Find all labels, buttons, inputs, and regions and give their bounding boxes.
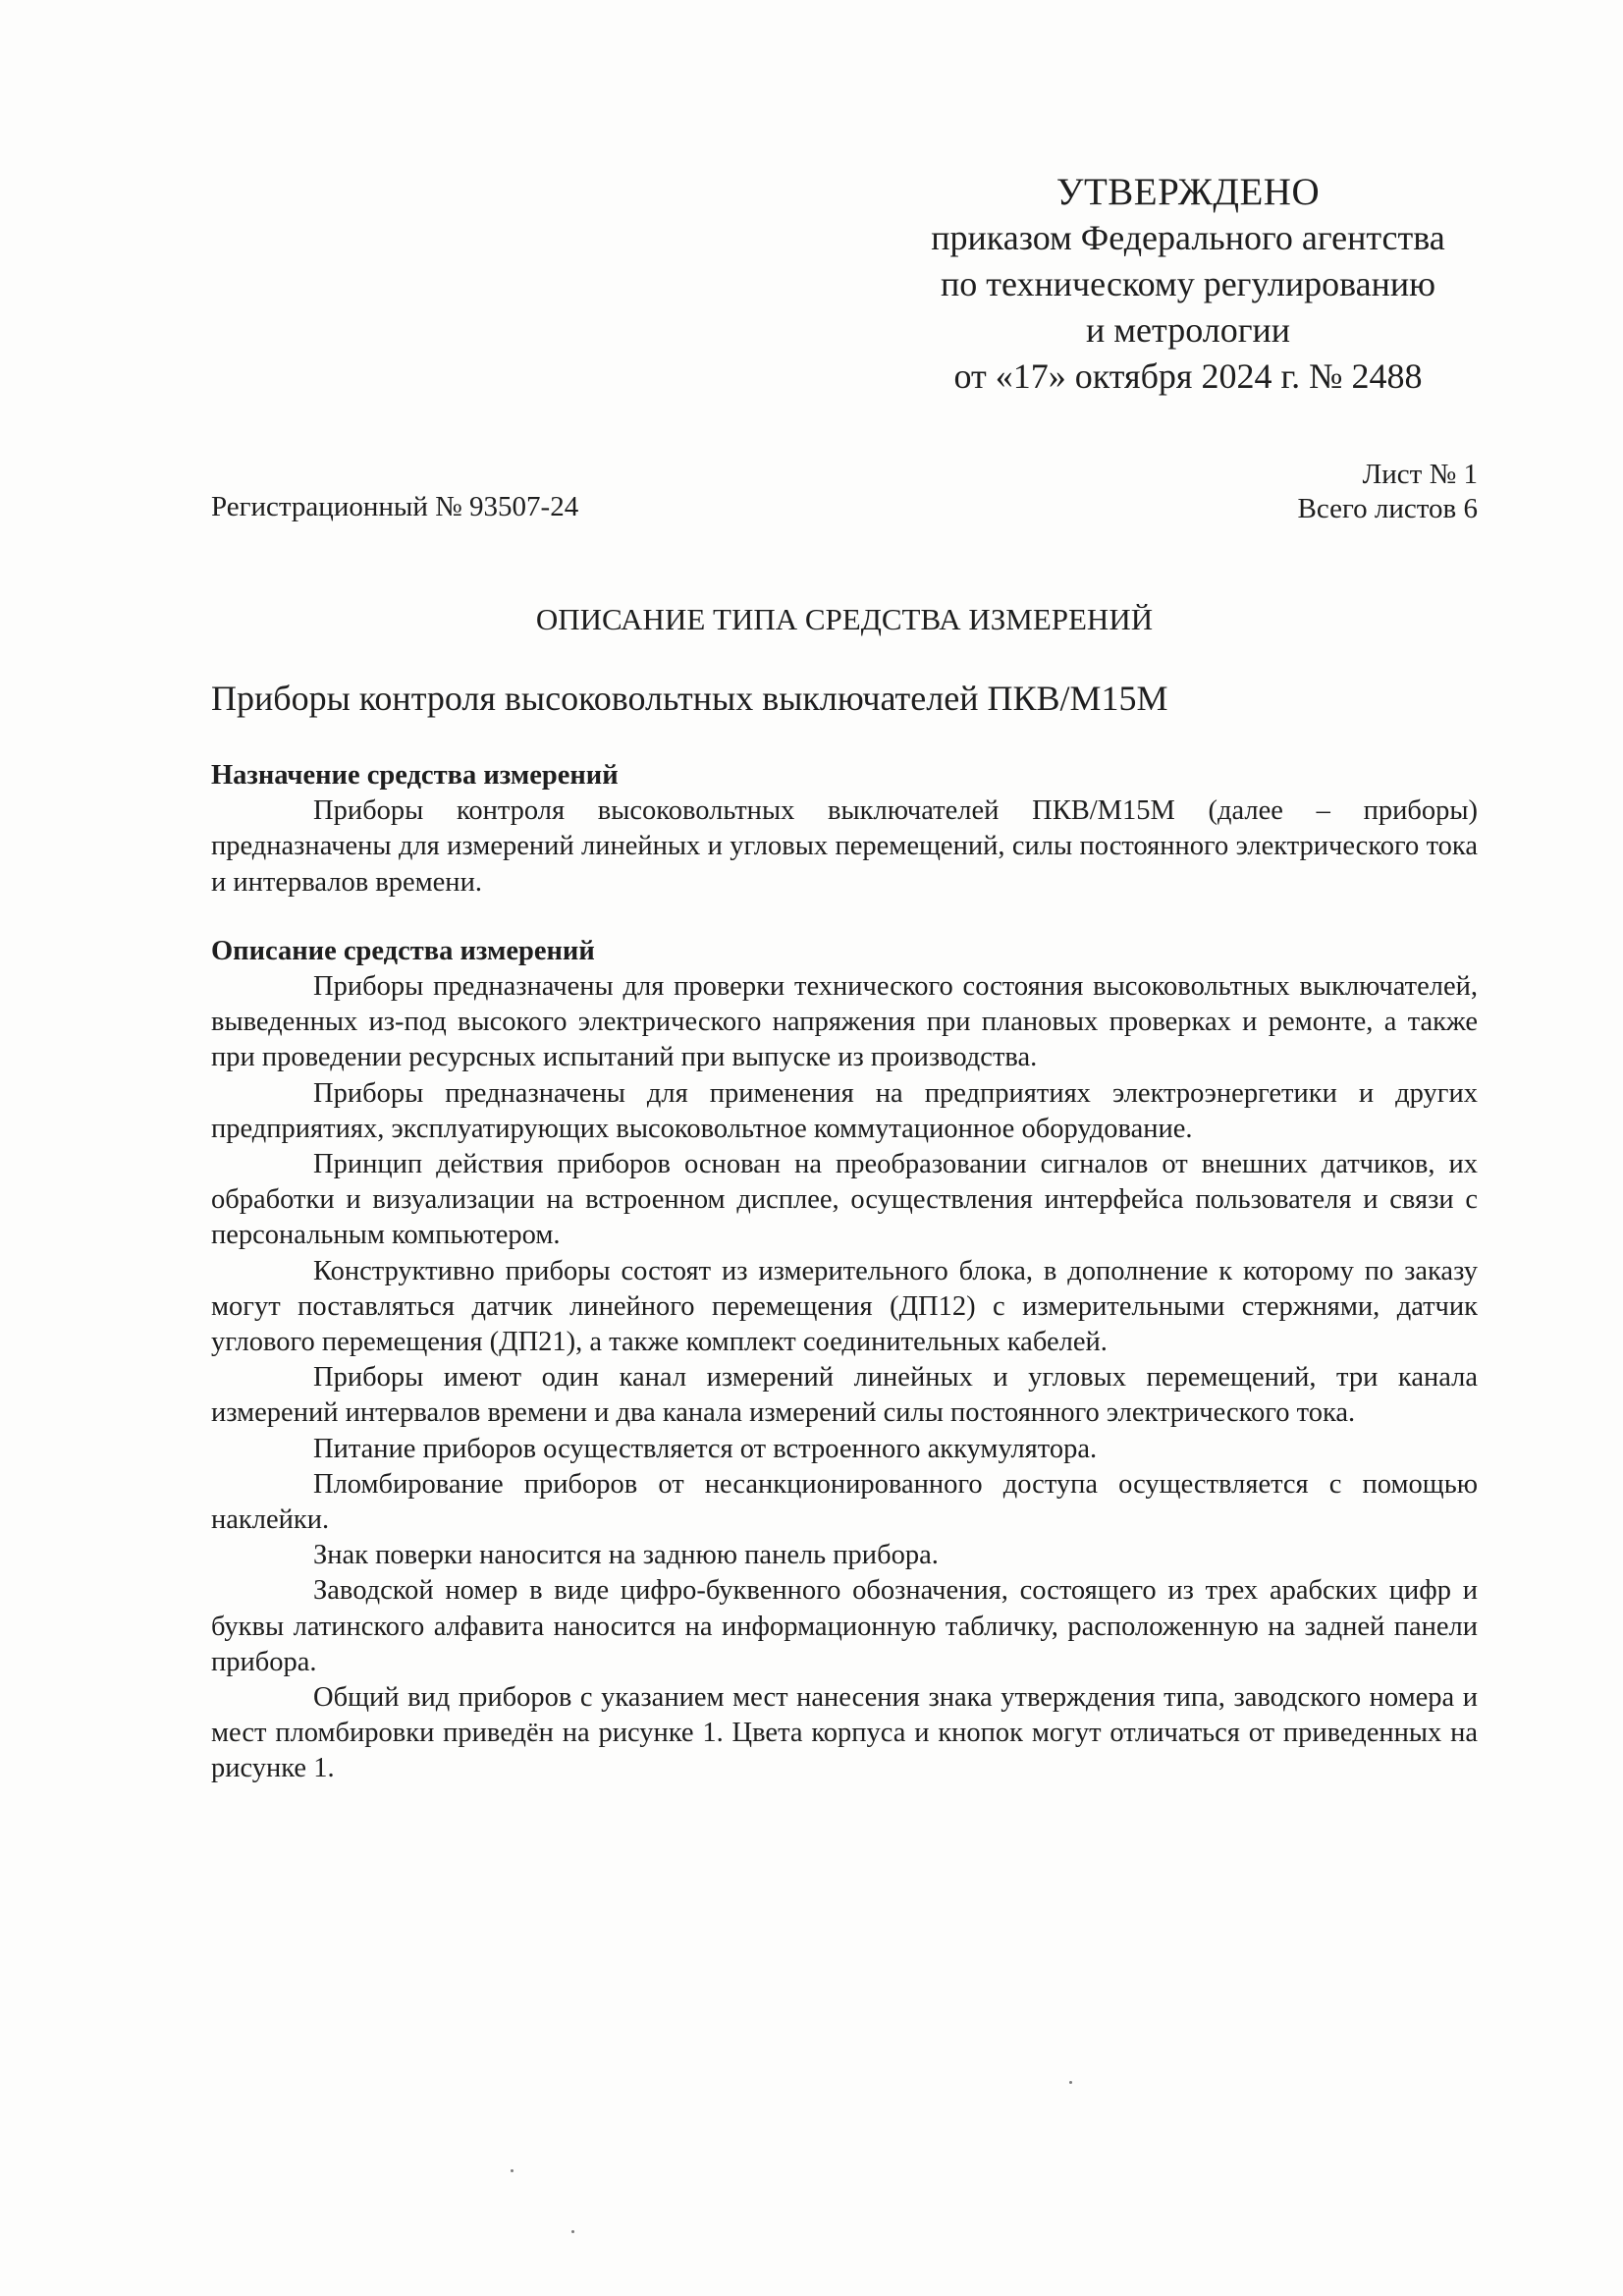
document-type-heading: ОПИСАНИЕ ТИПА СРЕДСТВА ИЗМЕРЕНИЙ [535,602,1154,636]
paragraph: Конструктивно приборы состоят из измерительного блока, в дополнение к которому по заказу могут поставляться датчик линейного перемещения (ДП12) с измерительными стержнями, датчик углового перемещения (ДП21), а также комплект соединительных кабелей. [211,1255,1478,1358]
paragraph: Заводской номер в виде цифро-буквенного обозначения, состоящего из трех арабских цифр и буквы латинского алфавита наносится на информационную табличку, расположенную на задней панели прибора. [211,1575,1478,1677]
sheet-number: Лист № 1 [1362,459,1478,490]
approval-line: приказом Федерального агентства [931,218,1445,257]
paragraph: Пломбирование приборов от несанкционированного доступа осуществляется с помощью наклейки. [211,1468,1478,1536]
paragraph: Приборы предназначены для проверки технического состояния высоковольтных выключателей, выведенных из-под высокого электрического напряжения при плановых проверках и ремонте, а также при проведении ресурсных испытаний при выпуске из производства. [211,971,1478,1073]
approval-line: и метрологии [1086,310,1290,350]
registration-row [211,458,1478,536]
registration-number: Регистрационный № 93507-24 [211,491,579,522]
paragraph: Знак поверки наносится на заднюю панель прибора. [313,1540,939,1571]
approval-title: УТВЕРЖДЕНО [1055,171,1321,213]
scan-speck [1069,2081,1072,2084]
total-sheets: Всего листов 6 [1297,493,1478,524]
device-title: Приборы контроля высоковольтных выключателей ПКВ/М15М [211,679,1168,718]
document-body [211,758,1478,1787]
paragraph: Приборы имеют один канал измерений линейных и угловых перемещений, три канала измерений интервалов времени и два канала измерений силы постоянного электрического тока. [211,1362,1478,1429]
section-heading-purpose: Назначение средства измерений [211,760,619,791]
section-gap [211,901,1478,934]
paragraph: Приборы контроля высоковольтных выключателей ПКВ/М15М (далее – приборы) предназначены для измерений линейных и угловых перемещений, силы постоянного электрического тока и интервалов времени. [211,795,1478,898]
paragraph: Общий вид приборов с указанием мест нанесения знака утверждения типа, заводского номера и мест пломбировки приведён на рисунке 1. Цвета корпуса и кнопок могут отличаться от приведенных на рисунке 1. [211,1682,1478,1784]
section-heading-description: Описание средства измерений [211,935,595,966]
approval-line: по техническому регулированию [940,264,1436,303]
paragraph: Приборы предназначены для применения на предприятиях электроэнергетики и других предприятиях, эксплуатирующих высоковольтное коммутационное оборудование. [211,1077,1478,1144]
approval-order-date: от «17» октября 2024 г. № 2488 [953,356,1423,396]
scan-speck [571,2230,574,2233]
approval-stamp [864,169,1512,400]
paragraph: Питание приборов осуществляется от встроенного аккумулятора. [313,1433,1098,1464]
paragraph: Принцип действия приборов основан на преобразовании сигналов от внешних датчиков, их обработки и визуализации на встроенном дисплее, осуществления интерфейса пользователя и связи с персональным компьютером. [211,1149,1478,1251]
sheet-info [1298,458,1478,526]
scan-speck [511,2169,514,2172]
